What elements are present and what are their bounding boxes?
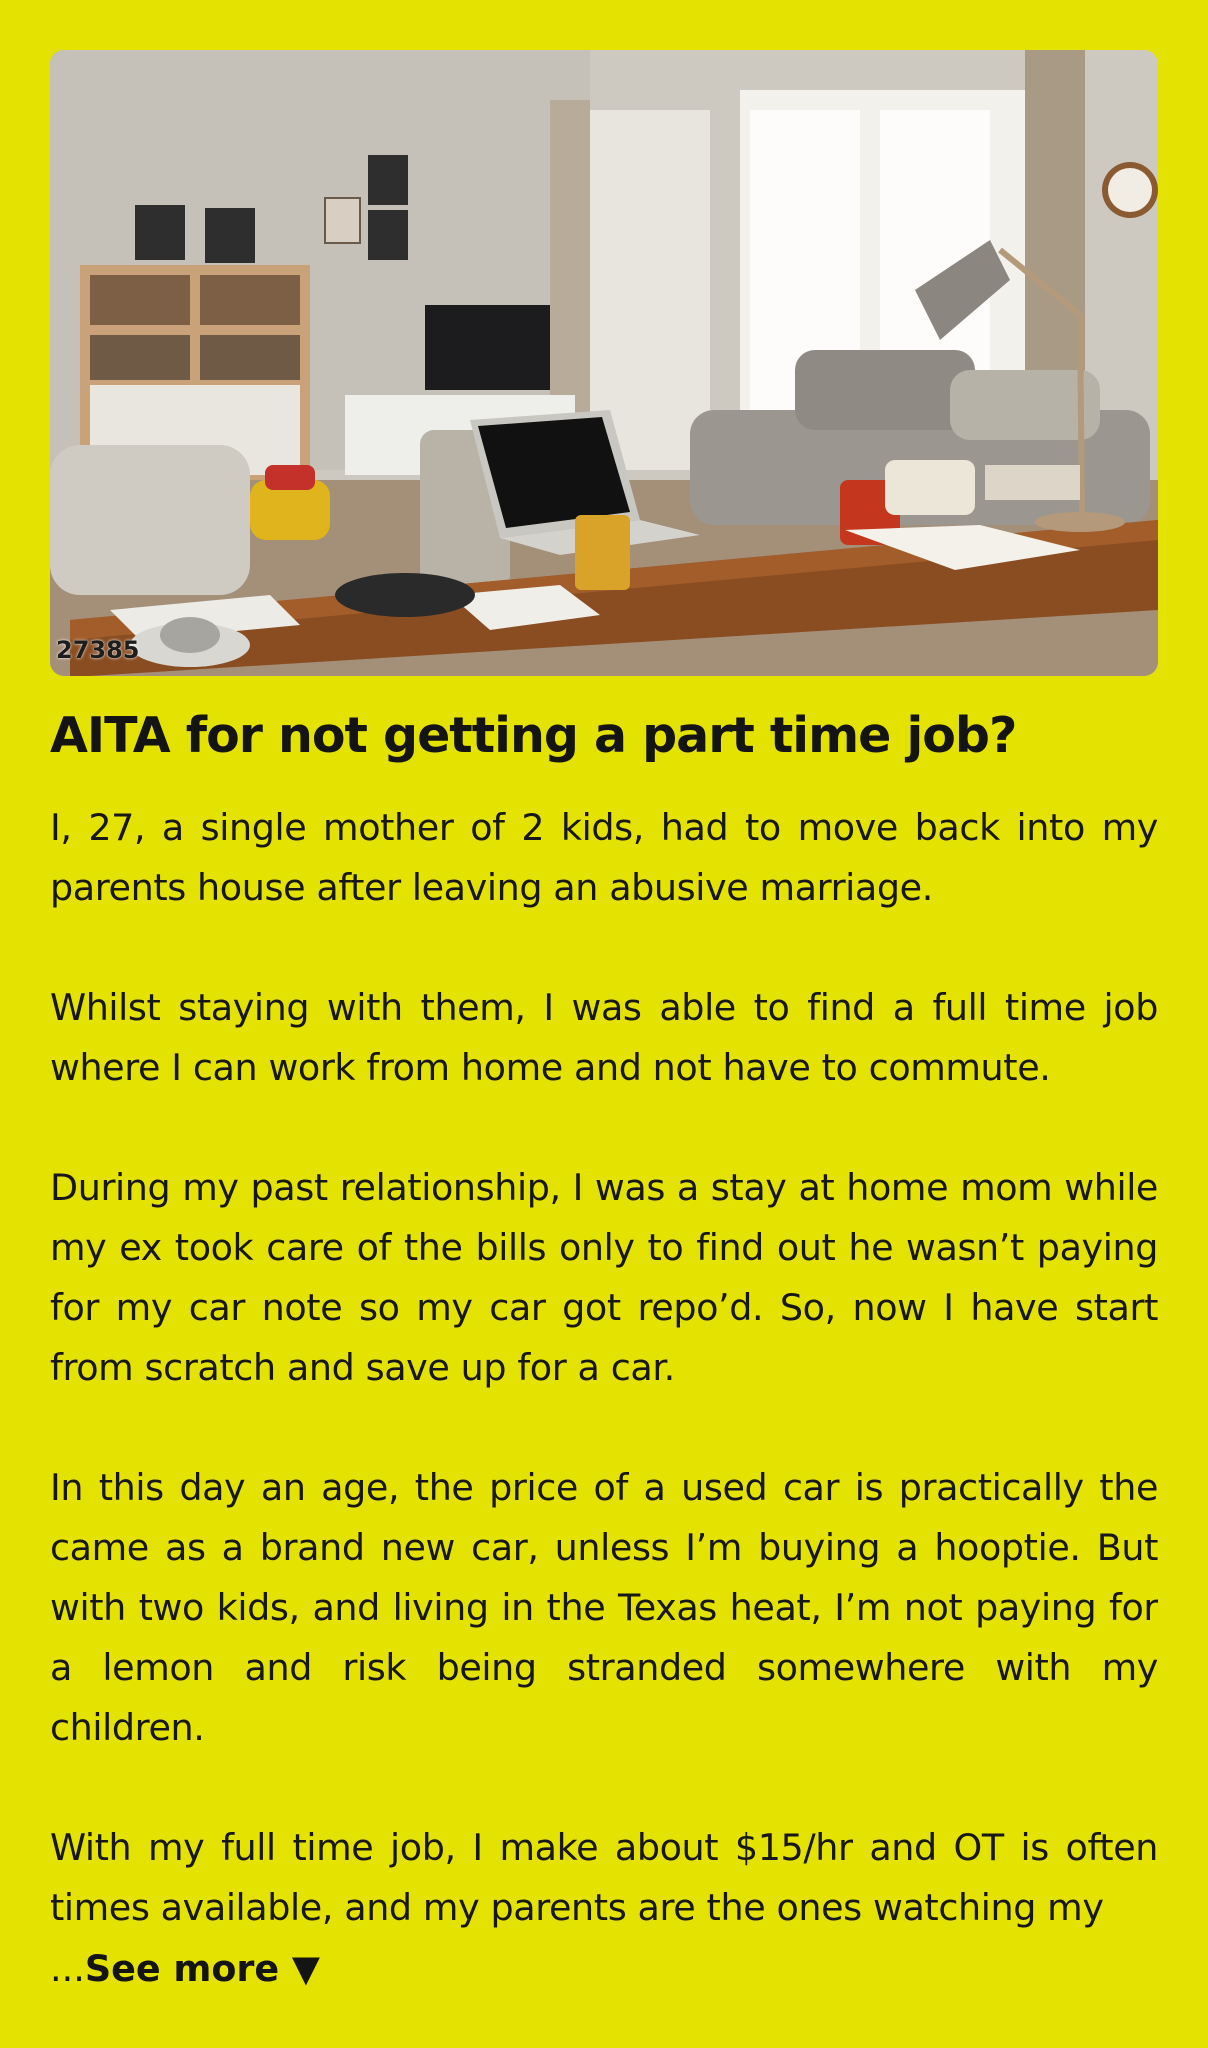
living-room-illustration (50, 50, 1158, 676)
post-paragraph: In this day an age, the price of a used car is practically the came as a brand new car, unless I’m buying a hooptie. But with two kids, and living in the Texas heat, I’m not paying for a lemon and risk being stranded somewhere with my children. (50, 1466, 1158, 1749)
post-paragraph: During my past relationship, I was a stay at home mom while my ex took care of the bills only to find out he wasn’t paying for my car note so my car got repo’d. So, now I have start from scratch and save up for a car. (50, 1166, 1158, 1389)
post-body (50, 798, 1158, 1948)
post-image (50, 50, 1158, 676)
see-more-button[interactable] (50, 1939, 320, 1999)
post-paragraph: Whilst staying with them, I was able to find a full time job where I can work from home and not have to commute. (50, 986, 1158, 1089)
post-paragraph-truncated: With my full time job, I make about $15/hr and OT is often times available, and my parents are the ones watching my (50, 1826, 1158, 1929)
post-paragraph: I, 27, a single mother of 2 kids, had to move back into my parents house after leaving an abusive marriage. (50, 806, 1158, 909)
see-more-label: See more ▼ (84, 1947, 320, 1990)
see-more-ellipsis: ... (50, 1947, 85, 1990)
post-title: AITA for not getting a part time job? (50, 707, 1017, 764)
image-id-watermark: 27385 (56, 636, 140, 664)
